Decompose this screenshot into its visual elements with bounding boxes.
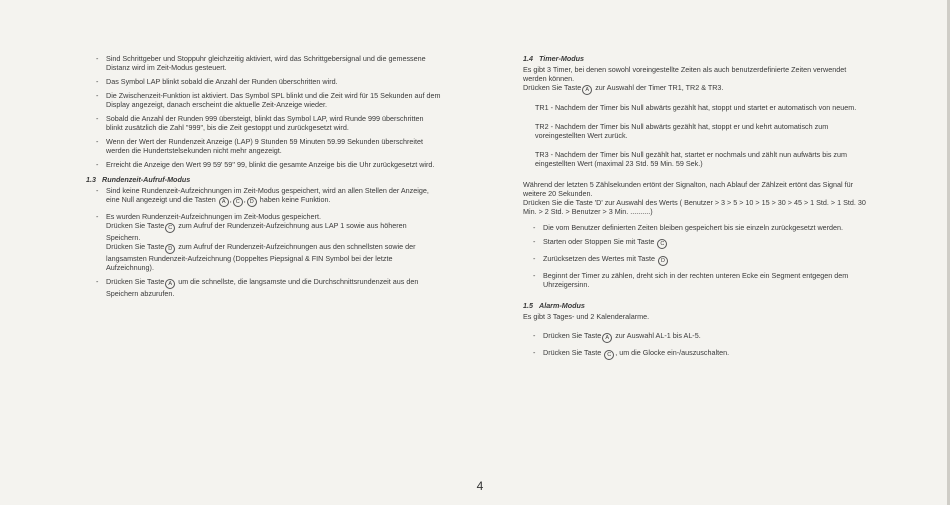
list-item: - Drücken Sie Taste A um die schnellste, die langsamste und die Durchschnittsrundenzeit aus den Speichern abzurufen.: [96, 277, 419, 298]
page-number: 4: [476, 479, 484, 493]
list-item: - Sind Schrittgeber und Stoppuhr gleichzeitig aktiviert, wird das Schrittgebersignal und die gemessene Distanz wird im Zeit-Modus gesteuert.: [96, 54, 426, 72]
timer-tr3-description: TR3 - Nachdem der Timer bis Null gezählt hat, startet er nochmals und zählt nun aufwärts bis zum eingestellten Wert (maximal 23 Std. 59 Min. 59 Sek.): [535, 150, 847, 168]
list-item: - Die Zwischenzeit-Funktion ist aktiviert. Das Symbol SPL blinkt und die Zeit wird für 15 Sekunden auf dem Display angezeigt, danach erscheint die aktuelle Zeit-Anzeige wieder.: [96, 91, 441, 109]
button-d-icon: D: [165, 244, 175, 254]
button-a-icon: A: [165, 279, 175, 289]
button-d-icon: D: [658, 256, 668, 266]
button-c-icon: C: [604, 350, 614, 360]
section-heading-1-5: 1.5 Alarm-Modus: [523, 301, 585, 310]
paragraph: Es gibt 3 Timer, bei denen sowohl voreingestellte Zeiten als auch benutzerdefinierte Zeiten verwendet werden können. Drücken Sie Taste A zur Auswahl der Timer TR1, TR2 & TR3.: [523, 65, 847, 93]
button-c-icon: C: [233, 197, 243, 207]
timer-tr1-description: TR1 - Nachdem der Timer bis Null abwärts gezählt hat, stoppt und startet er automatisch von neuem.: [535, 103, 857, 112]
paragraph: Es gibt 3 Tages- und 2 Kalenderalarme.: [523, 312, 650, 321]
button-c-icon: C: [165, 223, 175, 233]
list-item: - Starten oder Stoppen Sie mit Taste C: [523, 237, 868, 249]
button-a-icon: A: [582, 85, 592, 95]
list-item: - Beginnt der Timer zu zählen, dreht sich in der rechten unteren Ecke ein Segment entgegen dem Uhrzeigersinn.: [533, 271, 849, 289]
right-column: [523, 54, 868, 365]
list-item: - Es wurden Rundenzeit-Aufzeichnungen im Zeit-Modus gespeichert. Drücken Sie Taste C zum Aufruf der Rundenzeit-Aufzeichnung aus LAP 1 sowie aus höheren Speichern. Drücken Sie Taste D zum Aufruf der Rundenzeit-Aufzeichnungen aus den schnellsten sowie der langsamsten Rundenzeit-Aufzeichnung (Doppeltes Piepsignal & FIN Symbol bei der letzte Aufzeichnung).: [96, 212, 416, 272]
timer-tr2-description: TR2 - Nachdem der Timer bis Null abwärts gezählt hat, stoppt er und kehrt automatisch zum voreingestellten Wert zurück.: [535, 122, 829, 140]
list-item: - Die vom Benutzer definierten Zeiten bleiben gespeichert bis sie einzeln zurückgesetzt werden.: [533, 223, 844, 232]
section-heading-1-3: 1.3 Rundenzeit-Aufruf-Modus: [86, 175, 191, 184]
button-c-icon: C: [657, 239, 667, 249]
left-column: [86, 54, 441, 303]
list-item: - Drücken Sie Taste C , um die Glocke ein-/auszuschalten.: [533, 348, 730, 358]
button-d-icon: D: [247, 197, 257, 207]
button-a-icon: A: [602, 333, 612, 343]
list-item: - Sind keine Rundenzeit-Aufzeichnungen im Zeit-Modus gespeichert, wird an allen Stellen der Anzeige, eine Null angezeigt und die Tasten A , C , D haben keine Funktion.: [96, 186, 429, 205]
list-item: - Zurücksetzen des Wertes mit Taste D: [523, 254, 868, 266]
list-item: - Wenn der Wert der Rundenzeit Anzeige (LAP) 9 Stunden 59 Minuten 59.99 Sekunden überschreitet werden die Hundertstelsekunden nicht mehr angezeigt.: [96, 137, 423, 155]
paragraph: Während der letzten 5 Zählsekunden ertönt der Signalton, nach Ablauf der Zählzeit ertönt das Signal für weitere 20 Sekunden. Drücken Sie die Taste 'D' zur Auswahl des Werts ( Benutzer > 3 > 5 > 10 > 15 > 30 > 45 > 1 Std. > 1 Std. 30 Min. > 2 Std. > Benutzer > 3 Min. ..........): [523, 180, 866, 216]
list-item: - Drücken Sie Taste A zur Auswahl AL-1 bis AL-5.: [533, 331, 701, 341]
list-item: - Sobald die Anzahl der Runden 999 übersteigt, blinkt das Symbol LAP, wird Runde 999 überschritten blinkt zusätzlich die Zahl "999", bis die Zeit gestoppt und zurückgesetzt wird.: [96, 114, 424, 132]
list-item: - Das Symbol LAP blinkt sobald die Anzahl der Runden überschritten wird.: [96, 77, 338, 86]
section-heading-1-4: 1.4 Timer-Modus: [523, 54, 584, 63]
list-item: - Erreicht die Anzeige den Wert 99 59' 59'' 99, blinkt die gesamte Anzeige bis die Uhr zurückgesetzt wird.: [96, 160, 435, 169]
button-a-icon: A: [219, 197, 229, 207]
